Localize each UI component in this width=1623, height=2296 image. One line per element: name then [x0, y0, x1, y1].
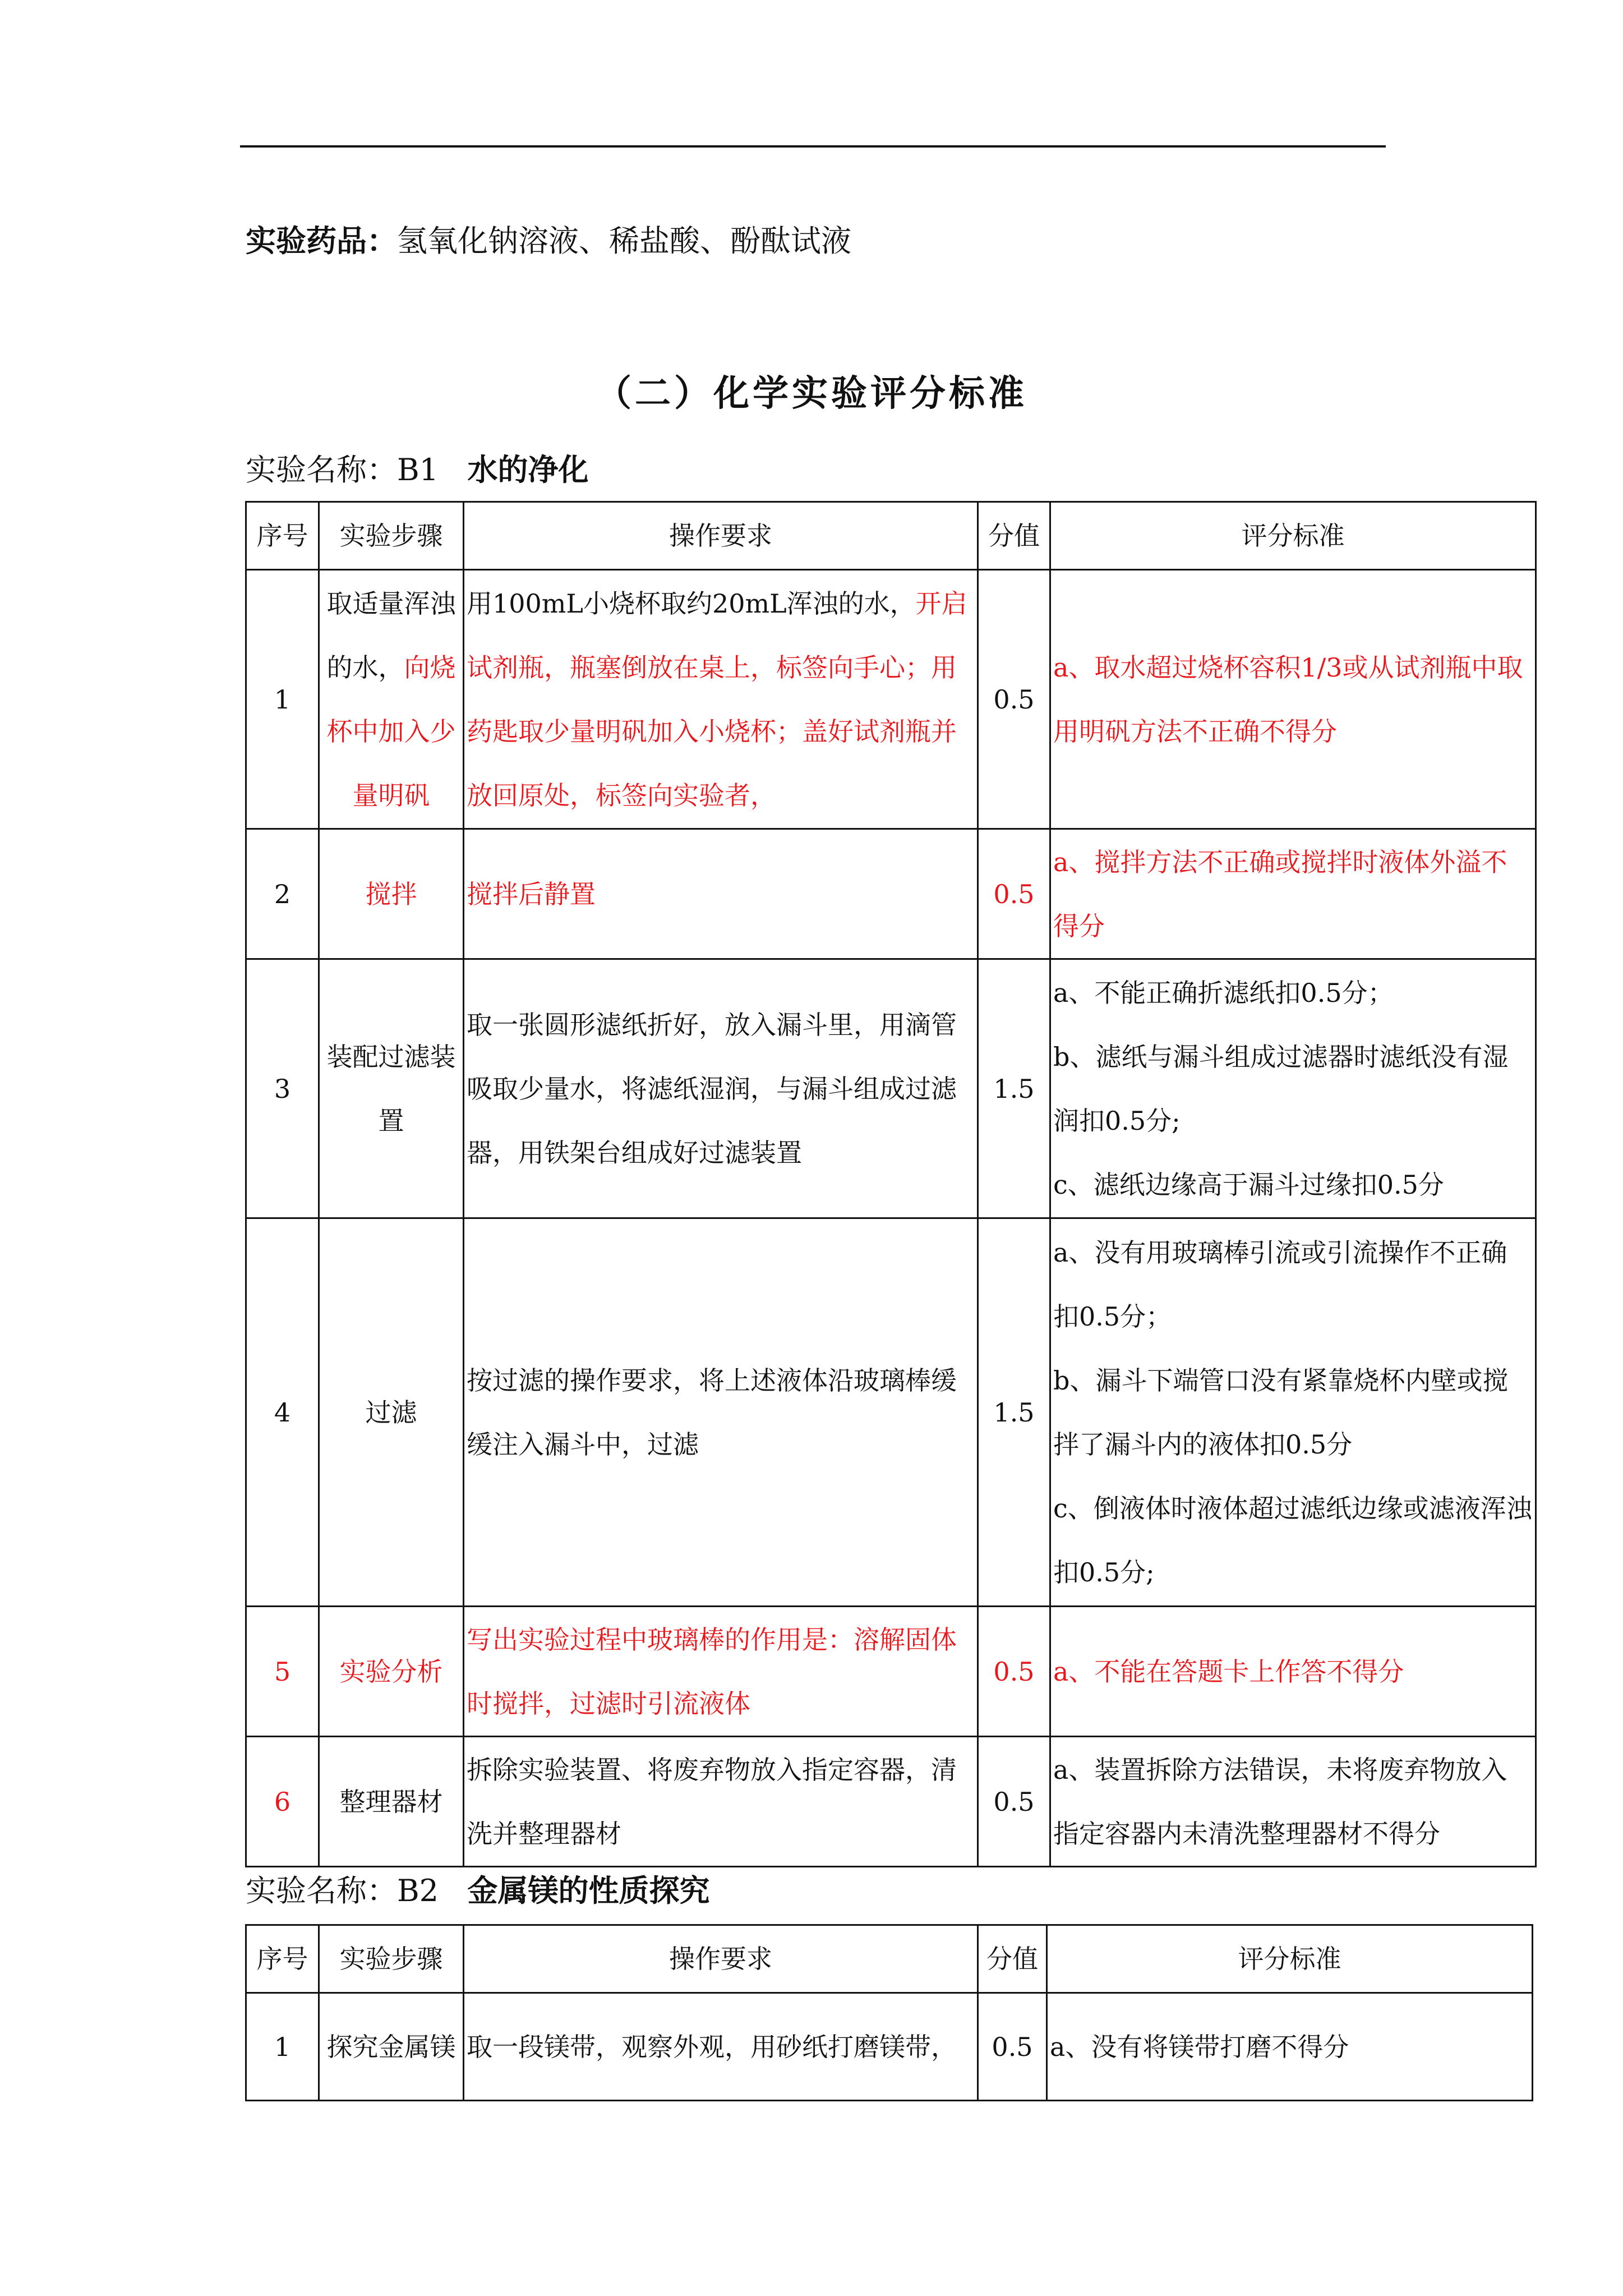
criteria-item-b: b、漏斗下端管口没有紧靠烧杯内壁或搅拌了漏斗内的液体扣0.5分	[1053, 1365, 1509, 1460]
row-requirement-part-a: 用100mL小烧杯取约20mL浑浊的水，	[467, 588, 916, 619]
table-row	[246, 1737, 1536, 1867]
header-rule	[240, 145, 1386, 148]
table-row	[246, 1218, 1536, 1607]
table-row	[246, 570, 1536, 829]
experiment-title-prefix: 实验名称：B2	[246, 1873, 439, 1908]
header-seq: 序号	[246, 502, 319, 570]
table-row	[246, 1993, 1533, 2101]
row-step: 探究金属镁	[319, 1993, 464, 2101]
row-seq: 1	[246, 570, 319, 829]
row-step-part-a: 取适量浑浊的水，	[326, 588, 456, 683]
row-seq: 6	[246, 1737, 319, 1867]
row-score: 1.5	[978, 1218, 1050, 1607]
experiment-title-b1	[246, 449, 589, 491]
header-requirement: 操作要求	[464, 1925, 978, 1993]
experiment-title-name: 水的净化	[467, 452, 589, 487]
table-header-row	[246, 502, 1536, 570]
row-criteria	[1050, 959, 1536, 1218]
row-requirement: 按过滤的操作要求，将上述液体沿玻璃棒缓缓注入漏斗中，过滤	[464, 1218, 978, 1607]
criteria-item-a: a、不能正确折滤纸扣0.5分；	[1053, 977, 1394, 1008]
row-score: 0.5	[978, 1607, 1050, 1737]
reagents-label: 实验药品：	[246, 223, 397, 259]
criteria-item-c: c、滤纸边缘高于漏斗过缘扣0.5分	[1053, 1169, 1444, 1200]
experiment-title-name: 金属镁的性质探究	[467, 1872, 710, 1908]
section-title: （二）化学实验评分标准	[596, 372, 1027, 415]
header-step: 实验步骤	[319, 502, 464, 570]
row-score: 0.5	[978, 829, 1050, 959]
row-score: 1.5	[978, 959, 1050, 1218]
experiment-title-prefix: 实验名称：B1	[246, 452, 439, 487]
criteria-item-c: c、倒液体时液体超过滤纸边缘或滤液浑浊扣0.5分;	[1053, 1493, 1532, 1588]
row-requirement: 拆除实验装置、将废弃物放入指定容器，清洗并整理器材	[464, 1737, 978, 1867]
row-score: 0.5	[978, 1737, 1050, 1867]
header-criteria: 评分标准	[1047, 1925, 1533, 1993]
row-criteria: a、没有将镁带打磨不得分	[1047, 1993, 1533, 2101]
row-step	[319, 570, 464, 829]
criteria-item-a: a、没有用玻璃棒引流或引流操作不正确扣0.5分；	[1053, 1237, 1507, 1332]
row-seq: 3	[246, 959, 319, 1218]
row-step: 搅拌	[319, 829, 464, 959]
header-score: 分值	[978, 1925, 1047, 1993]
header-step: 实验步骤	[319, 1925, 464, 1993]
row-criteria	[1050, 1218, 1536, 1607]
scoring-table-b1	[245, 501, 1537, 1867]
row-requirement: 写出实验过程中玻璃棒的作用是：溶解固体时搅拌，过滤时引流液体	[464, 1607, 978, 1737]
row-step: 整理器材	[319, 1737, 464, 1867]
row-requirement: 搅拌后静置	[464, 829, 978, 959]
row-seq: 2	[246, 829, 319, 959]
row-score: 0.5	[978, 570, 1050, 829]
row-step: 装配过滤装置	[319, 959, 464, 1218]
row-criteria: a、搅拌方法不正确或搅拌时液体外溢不得分	[1050, 829, 1536, 959]
table-header-row	[246, 1925, 1533, 1993]
row-criteria: a、取水超过烧杯容积1/3或从试剂瓶中取用明矾方法不正确不得分	[1050, 570, 1536, 829]
experiment-reagents	[246, 220, 851, 262]
row-score: 0.5	[978, 1993, 1047, 2101]
row-step: 实验分析	[319, 1607, 464, 1737]
row-requirement: 取一段镁带，观察外观，用砂纸打磨镁带，	[464, 1993, 978, 2101]
table-row	[246, 829, 1536, 959]
table-row	[246, 959, 1536, 1218]
row-criteria: a、装置拆除方法错误，未将废弃物放入指定容器内未清洗整理器材不得分	[1050, 1737, 1536, 1867]
row-requirement	[464, 570, 978, 829]
header-criteria: 评分标准	[1050, 502, 1536, 570]
row-seq: 1	[246, 1993, 319, 2101]
table-row	[246, 1607, 1536, 1737]
row-seq: 4	[246, 1218, 319, 1607]
header-score: 分值	[978, 502, 1050, 570]
scoring-table-b2	[245, 1924, 1533, 2101]
criteria-item-b: b、滤纸与漏斗组成过滤器时滤纸没有湿润扣0.5分;	[1053, 1041, 1509, 1136]
row-step: 过滤	[319, 1218, 464, 1607]
row-criteria: a、不能在答题卡上作答不得分	[1050, 1607, 1536, 1737]
row-requirement-part-b: 开启试剂瓶，瓶塞倒放在桌上，标签向手心；用药匙取少量明矾加入小烧杯；盖好试剂瓶并放回原处，标签向实验者，	[467, 588, 967, 811]
row-requirement: 取一张圆形滤纸折好，放入漏斗里，用滴管吸取少量水，将滤纸湿润，与漏斗组成过滤器，用铁架台组成好过滤装置	[464, 959, 978, 1218]
experiment-title-b2	[246, 1870, 710, 1912]
reagents-text: 氢氧化钠溶液、稀盐酸、酚酞试液	[397, 223, 851, 259]
header-seq: 序号	[246, 1925, 319, 1993]
row-seq: 5	[246, 1607, 319, 1737]
row-step-part-b: 向烧杯中加入少量明矾	[326, 652, 456, 811]
header-requirement: 操作要求	[464, 502, 978, 570]
